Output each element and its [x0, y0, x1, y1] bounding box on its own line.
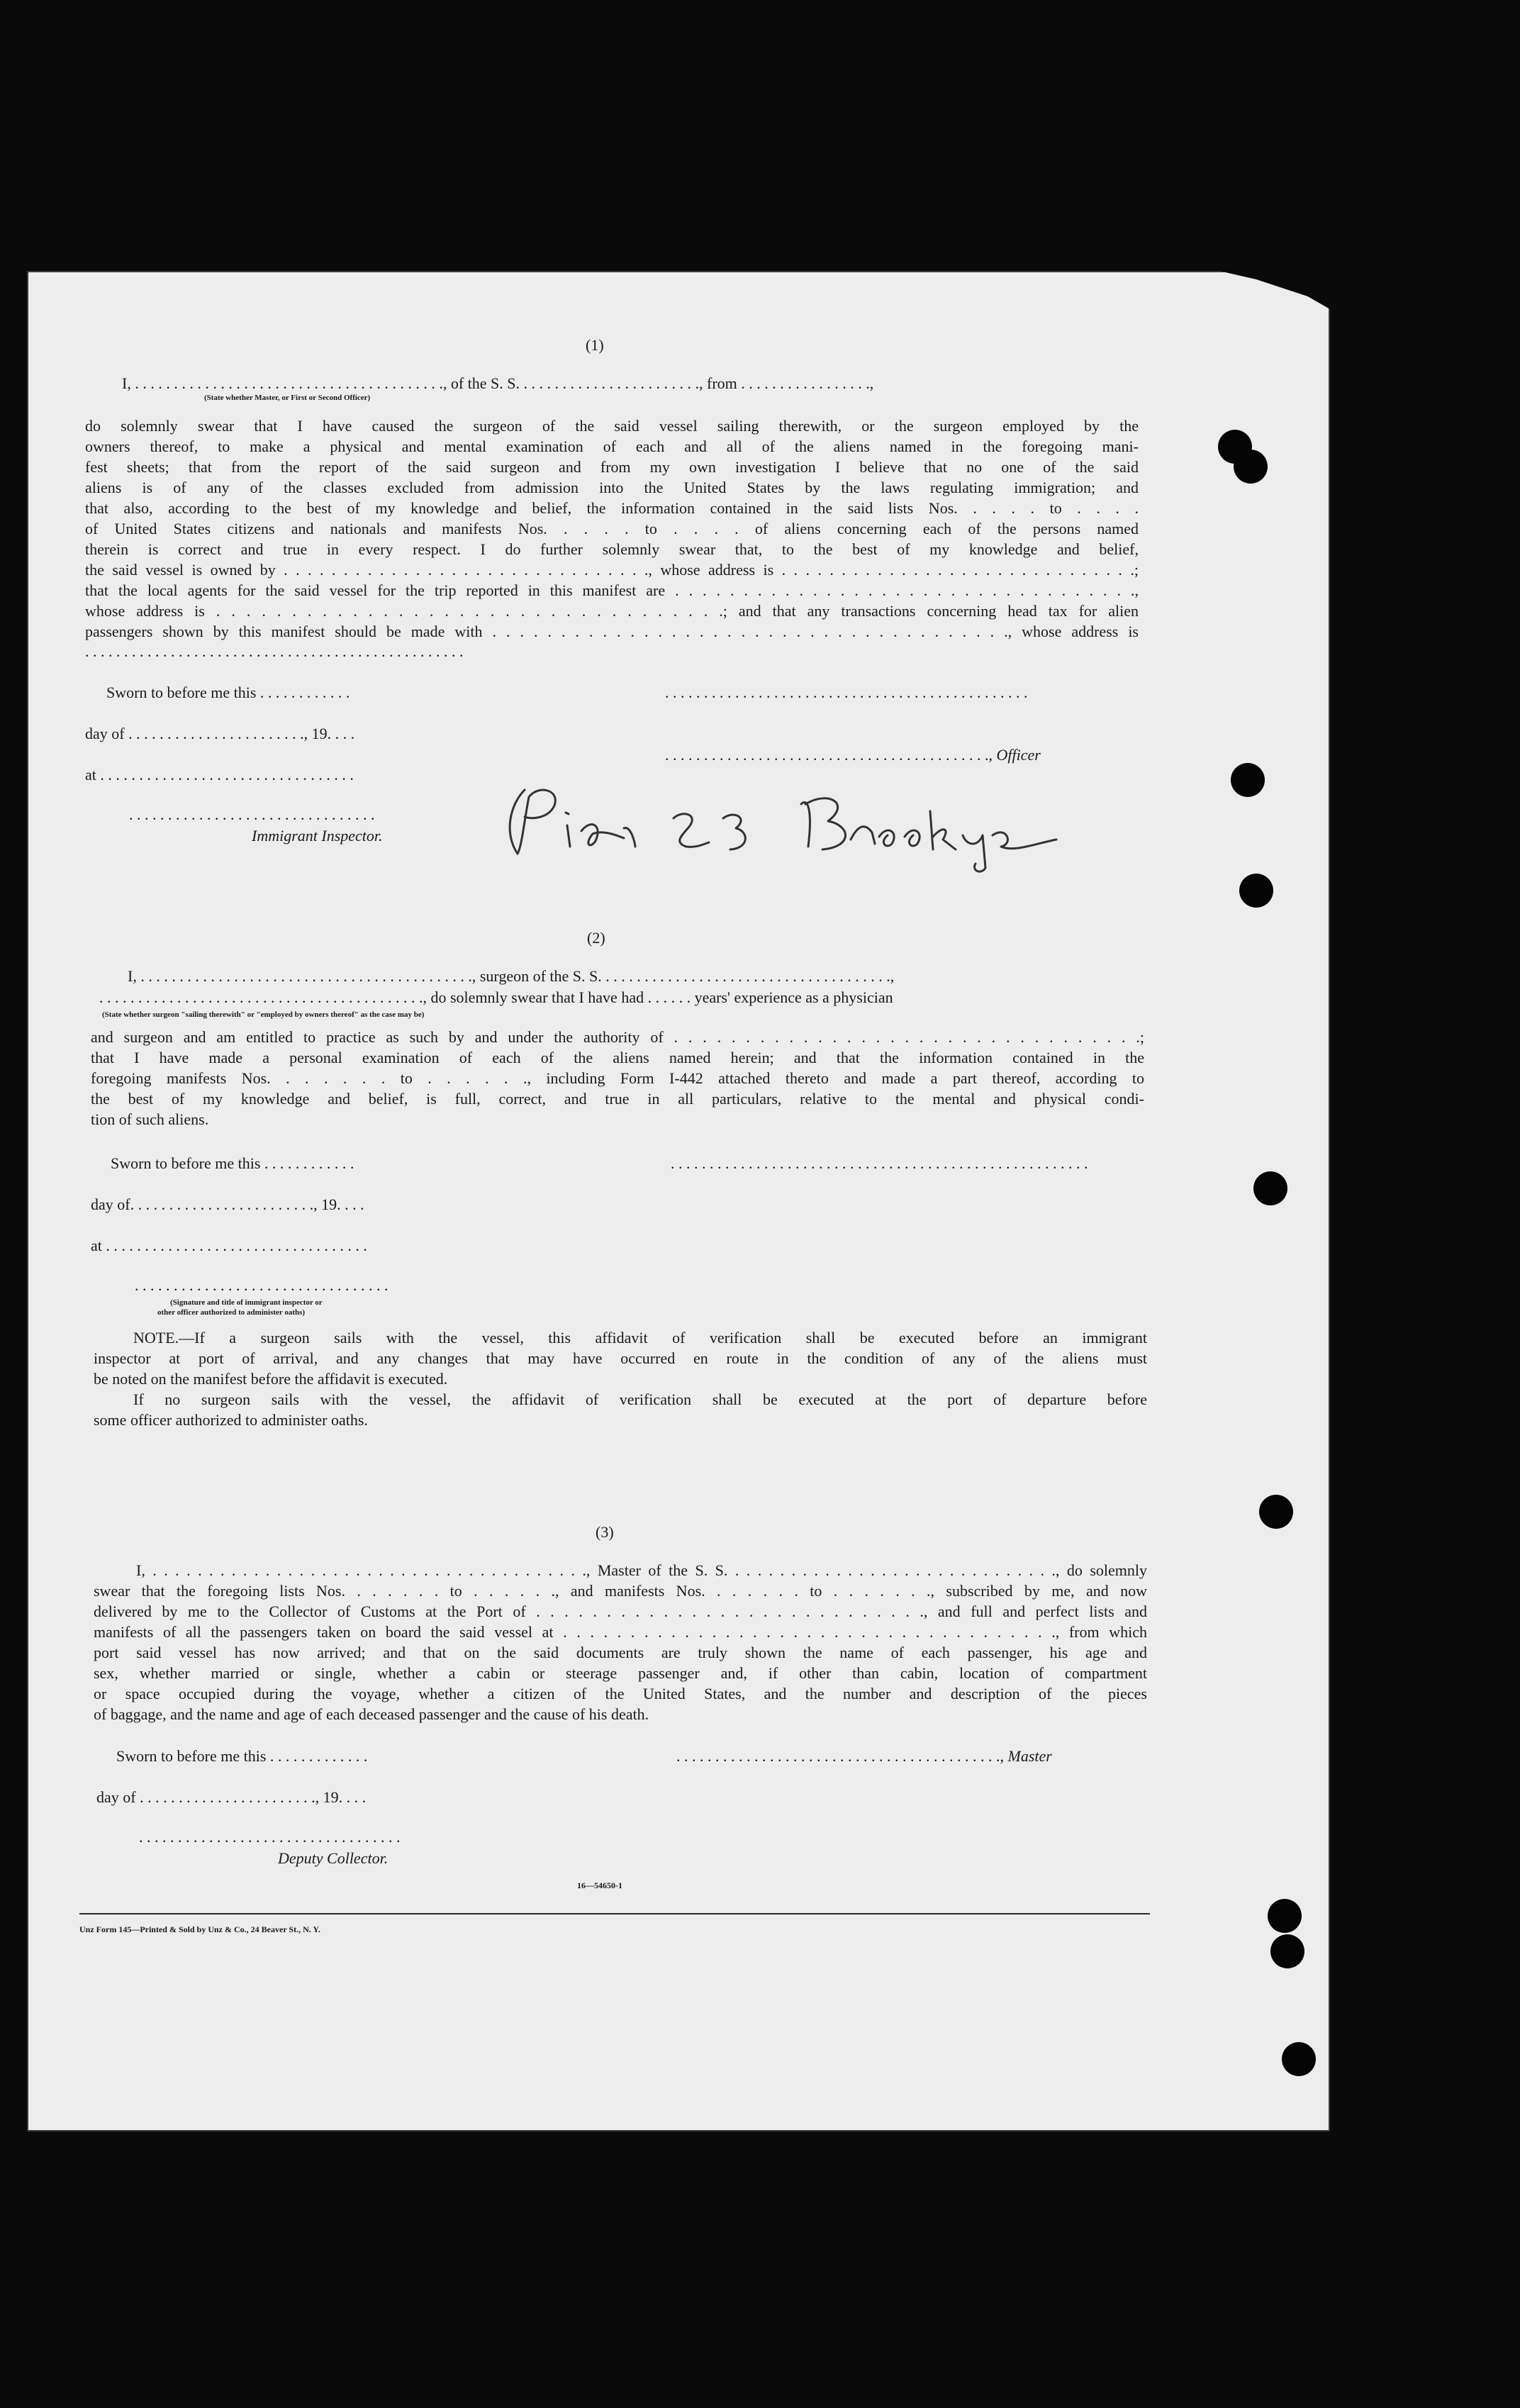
section-2-line: that I have made a personal examination of each of the aliens named herein; and that the information contained in the	[91, 1049, 1144, 1066]
section-2-surgeon-note: (State whether surgeon "sailing therewith" or "employed by owners thereof" as the case may be)	[102, 1010, 425, 1019]
section-3-line: manifests of all the passengers taken on board the said vessel at . . . . . . . . . . . . . . . . . . . . . . . . . . . . . . . . . . . . ., from which	[94, 1623, 1147, 1641]
section-1-signature-dots: . . . . . . . . . . . . . . . . . . . . . . . . . . . . . . . . . . . . . . . . . . . . . . .	[665, 684, 1028, 701]
section-3-tail: of baggage, and the name and age of each deceased passenger and the cause of his death.	[94, 1705, 649, 1723]
deputy-collector-label: Deputy Collector.	[278, 1849, 389, 1867]
section-2-day: day of. . . . . . . . . . . . . . . . . . . . . . . ., 19. . . .	[91, 1195, 364, 1213]
section-3-line: or space occupied during the voyage, whether a citizen of the United States, and the number and description of the pieces	[94, 1685, 1147, 1702]
officer-label: Officer	[996, 746, 1041, 764]
section-3-line: delivered by me to the Collector of Customs at the Port of . . . . . . . . . . . . . . . . . . . . . . . . . . . ., and full and perfect lists and	[94, 1602, 1147, 1620]
punch-hole	[1270, 1934, 1304, 1968]
section-2-sig-dots: . . . . . . . . . . . . . . . . . . . . . . . . . . . . . . . . .	[135, 1276, 389, 1294]
section-3-number: (3)	[596, 1523, 614, 1541]
section-2-line: foregoing manifests Nos. . . . . . . to . . . . . ., including Form I-442 attached thereto and made a part thereof, according to	[91, 1069, 1144, 1087]
section-1-paragraph	[85, 416, 1139, 642]
section-1-line: that also, according to the best of my knowledge and belief, the information contained in the said lists Nos. . . . . to . . . .	[85, 499, 1139, 517]
master-dots: . . . . . . . . . . . . . . . . . . . . . . . . . . . . . . . . . . . . . . . . . .,	[676, 1747, 1008, 1765]
section-1-line: the said vessel is owned by . . . . . . . . . . . . . . . . . . . . . . . . . . . . . . ., whose address is . . . . . . . . . . . . . . . . . . . . . . . . . . . . . .;	[85, 561, 1139, 579]
section-1-line: of United States citizens and nationals and manifests Nos. . . . . to . . . . of aliens concerning each of the persons named	[85, 520, 1139, 537]
section-3-sworn: Sworn to before me this . . . . . . . . . . . . .	[116, 1747, 368, 1765]
section-1-line: therein is correct and true in every respect. I do further solemnly swear that, to the best of my knowledge and belief,	[85, 540, 1139, 558]
master-signature	[676, 1746, 1052, 1767]
section-2-line: the best of my knowledge and belief, is full, correct, and true in all particulars, relative to the mental and physical condi-	[91, 1090, 1144, 1108]
section-3-paragraph	[94, 1581, 1147, 1704]
section-1-officer-note: (State whether Master, or First or Second Officer)	[204, 394, 371, 402]
section-3-sig-dots: . . . . . . . . . . . . . . . . . . . . . . . . . . . . . . . . . .	[139, 1828, 401, 1846]
section-2-second-line: . . . . . . . . . . . . . . . . . . . . . . . . . . . . . . . . . . . . . . . . . ., do solemnly swear that I have had . . . . . . years' experience as a physician	[99, 988, 893, 1006]
section-1-number: (1)	[586, 336, 604, 354]
section-1-line: whose address is . . . . . . . . . . . . . . . . . . . . . . . . . . . . . . . . . .; and that any transactions concerning head tax for alien	[85, 602, 1139, 620]
section-1-line: that the local agents for the said vessel for the trip reported in this manifest are . . . . . . . . . . . . . . . . . . . . . . . . . . . . . . . . . .,	[85, 581, 1139, 599]
section-2-signature-dots: . . . . . . . . . . . . . . . . . . . . . . . . . . . . . . . . . . . . . . . . . . . . . . . . . . . . . .	[671, 1154, 1088, 1172]
section-1-sworn: Sworn to before me this . . . . . . . . . . . .	[106, 684, 350, 701]
section-1-tail: . . . . . . . . . . . . . . . . . . . . . . . . . . . . . . . . . . . . . . . . . . . . . . . . .	[85, 642, 464, 660]
section-1-day: day of . . . . . . . . . . . . . . . . . . . . . . ., 19. . . .	[85, 725, 355, 742]
section-2-paragraph	[91, 1027, 1144, 1109]
section-3-line: sex, whether married or single, whether a cabin or steerage passenger and, if other than cabin, location of compartment	[94, 1664, 1147, 1682]
section-1-first-line: I, . . . . . . . . . . . . . . . . . . . . . . . . . . . . . . . . . . . . . . . ., of the S. S. . . . . . . . . . . . . . . . . . . . . . . ., from . . . . . . . . . . . . . . . . .,	[122, 374, 874, 392]
section-2-first-line: I, . . . . . . . . . . . . . . . . . . . . . . . . . . . . . . . . . . . . . . . . . . ., surgeon of the S. S. . . . . . . . . . . . . . . . . . . . . . . . . . . . . . . . . . . . . .,	[128, 967, 895, 985]
punch-hole	[1239, 874, 1273, 908]
footer-rule	[79, 1913, 1150, 1914]
punch-hole	[1282, 2042, 1316, 2076]
section-2-sworn: Sworn to before me this . . . . . . . . . . . .	[111, 1154, 354, 1172]
section-1-officer-signature	[665, 745, 1041, 766]
note-line: If no surgeon sails with the vessel, the affidavit of verification shall be executed at the port of departure before	[133, 1390, 1147, 1408]
section-1-line: fest sheets; that from the report of the said surgeon and from my own investigation I believe that no one of the said	[85, 458, 1139, 476]
section-2-line: and surgeon and am entitled to practice as such by and under the authority of . . . . . . . . . . . . . . . . . . . . . . . . . . . . . . . . .;	[91, 1028, 1144, 1046]
note-line: some officer authorized to administer oaths.	[94, 1411, 368, 1429]
punch-hole	[1231, 763, 1265, 797]
section-1-line: owners thereof, to make a physical and mental examination of each and all of the aliens named in the foregoing mani-	[85, 437, 1139, 455]
punch-hole	[1234, 450, 1268, 484]
section-2-number: (2)	[587, 929, 605, 947]
master-label: Master	[1007, 1747, 1052, 1765]
section-3-line: I, . . . . . . . . . . . . . . . . . . . . . . . . . . . . . . . . . . . . . . ., Master of the S. S. . . . . . . . . . . . . . . . . . . . . . . . . . . . . ., do solemnly	[136, 1561, 1147, 1579]
handwritten-pier-annotation	[496, 776, 1106, 875]
punch-hole	[1268, 1899, 1302, 1933]
footer-printer-line: Unz Form 145—Printed & Sold by Unz & Co., 24 Beaver St., N. Y.	[79, 1924, 320, 1934]
punch-hole	[1259, 1495, 1293, 1529]
section-2-tail: tion of such aliens.	[91, 1110, 209, 1128]
section-3-line: port said vessel has now arrived; and that on the said documents are truly shown the name of each passenger, his age and	[94, 1644, 1147, 1661]
note-line: inspector at port of arrival, and any changes that may have occurred en route in the condition of any of the aliens must	[94, 1349, 1147, 1367]
inspector-signature-dots: . . . . . . . . . . . . . . . . . . . . . . . . . . . . . . . .	[129, 806, 375, 823]
section-1-line: passengers shown by this manifest should be made with . . . . . . . . . . . . . . . . . . . . . . . . . . . . . . . . . . . . . ., whose address is	[85, 623, 1139, 640]
section-1-line: aliens is of any of the classes excluded from admission into the United States by the laws regulating immigration; and	[85, 479, 1139, 496]
section-1-line: do solemnly swear that I have caused the surgeon of the said vessel sailing therewith, or the surgeon employed by the	[85, 417, 1139, 435]
section-2-at: at . . . . . . . . . . . . . . . . . . . . . . . . . . . . . . . . . .	[91, 1237, 367, 1254]
punch-hole	[1253, 1171, 1287, 1205]
immigrant-inspector-label: Immigrant Inspector.	[252, 827, 383, 845]
note-paragraph	[94, 1327, 1147, 1430]
section-1-at: at . . . . . . . . . . . . . . . . . . . . . . . . . . . . . . . . .	[85, 766, 354, 784]
section-3-first-line	[136, 1560, 1147, 1581]
section-2-sig-note-1: (Signature and title of immigrant inspector or	[170, 1298, 323, 1307]
section-3-line: swear that the foregoing lists Nos. . . . . . . to . . . . . ., and manifests Nos. . . . . . . to . . . . . . ., subscribed by me, and now	[94, 1582, 1147, 1600]
form-code: 16—54650-1	[577, 1880, 622, 1890]
note-line: NOTE.—If a surgeon sails with the vessel, this affidavit of verification shall be executed before an immigrant	[133, 1329, 1147, 1347]
section-3-day: day of . . . . . . . . . . . . . . . . . . . . . . ., 19. . . .	[96, 1788, 367, 1806]
note-line: be noted on the manifest before the affidavit is executed.	[94, 1370, 448, 1388]
officer-dots: . . . . . . . . . . . . . . . . . . . . . . . . . . . . . . . . . . . . . . . . . .,	[665, 746, 997, 764]
form-paper	[28, 272, 1329, 2130]
section-2-sig-note-2: other officer authorized to administer oaths)	[157, 1308, 306, 1317]
